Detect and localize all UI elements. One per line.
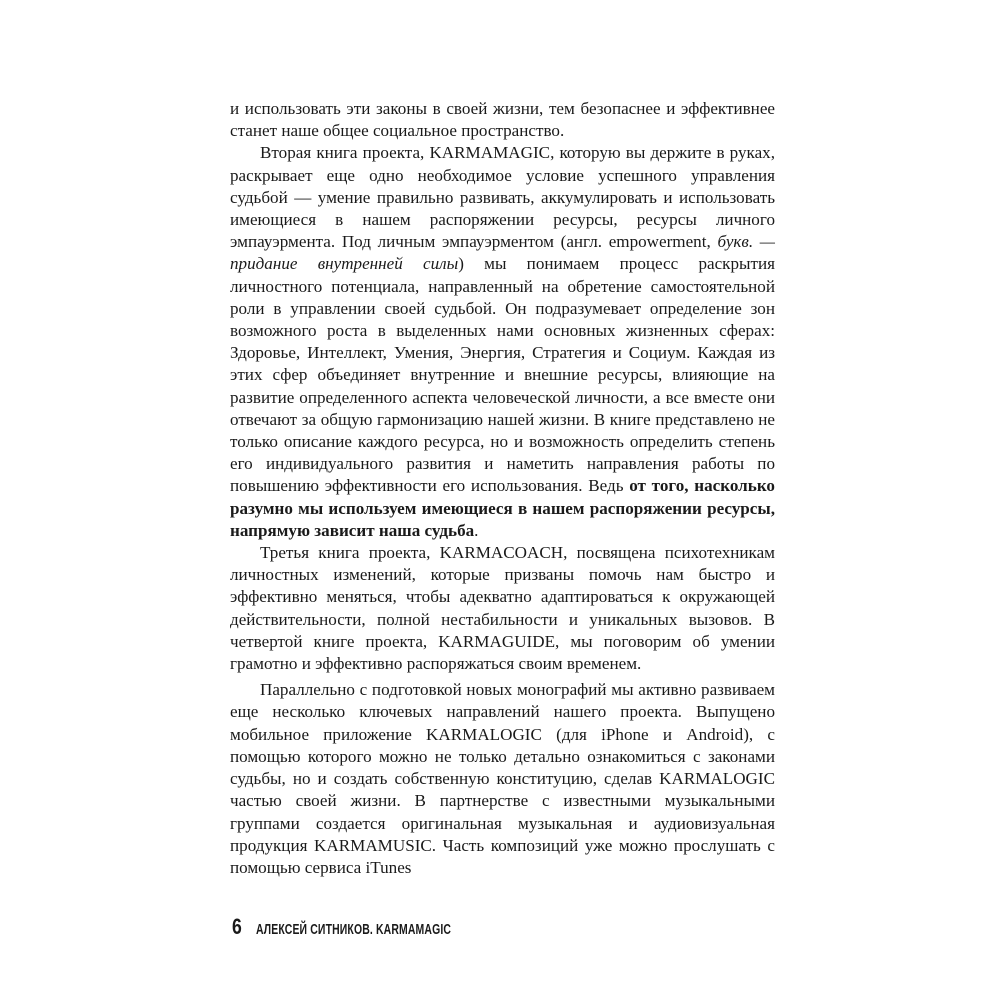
page-number: 6 (232, 914, 242, 939)
paragraph-3: Третья книга проекта, KARMACOACH, посвящена психотехникам личностных изменений, которые призваны помочь нам быстро и эффективно меняться, чтобы адекватно адаптироваться к окружающей действительности, полной нестабильности и уникальных вызовов. В четвертой книге проекта, KARMAGUIDE, мы поговорим об умении грамотно и эффективно распоряжаться своим временем. (230, 543, 775, 674)
paragraph-2-text-3: . (474, 520, 479, 540)
paragraph-4: Параллельно с подготовкой новых монографий мы активно развиваем еще несколько ключевых направлений нашего проекта. Выпущено мобильное приложение KARMALOGIC (для iPhone и Android), с помощью которого можно не только детально ознакомиться с законами судьбы, но и создать собственную конституцию, сделав KARMALOGIC частью своей жизни. В партнерстве с известными музыкальными группами создается оригинальная музыкальная и аудиовизуальная продукция KARMAMUSIC. Часть композиций уже можно прослушать с помощью сервиса iTunes (230, 680, 775, 877)
paragraph-2 (230, 142, 775, 542)
paragraph-2-text-2: ) мы понимаем процесс раскрытия личностного потенциала, направленный на обретение самостоятельной роли в управлении своей судьбой. Он подразумевает определение зон возможного роста в выделенных нами основных жизненных сферах: Здоровье, Интеллект, Умения, Энергия, Стратегия и Социум. Каждая из этих сфер объединяет внутренние и внешние ресурсы, влияющие на развитие определенного аспекта человеческой личности, а все вместе они отвечают за общую гармонизацию нашей жизни. В книге представлено не только описание каждого ресурса, но и возможность определить степень его индивидуального развития и наметить направления работы по повышению эффективности его использования. Ведь (230, 254, 775, 496)
paragraph-2-italic: букв. — придание внутренней силы (230, 232, 775, 274)
running-head: АЛЕКСЕЙ СИТНИКОВ. KARMAMAGIC (256, 922, 452, 938)
paragraph-1: и использовать эти законы в своей жизни, тем безопаснее и эффективнее станет наше общее социальное пространство. (230, 99, 775, 141)
page-footer (232, 914, 527, 940)
paragraph-2-text-1: Вторая книга проекта, KARMAMAGIC, которую вы держите в руках, раскрывает еще одно необходимое условие успешного управления судьбой — умение правильно развивать, аккумулировать и использовать имеющиеся в нашем распоряжении ресурсы, ресурсы личного эмпауэрмента. Под личным эмпауэрментом (англ. empowerment, (230, 143, 775, 252)
paragraph-2-bold: от того, насколько разумно мы используем имеющиеся в нашем распоряжении ресурсы, напрямую зависит наша судьба (230, 476, 775, 540)
body-text (230, 98, 775, 879)
